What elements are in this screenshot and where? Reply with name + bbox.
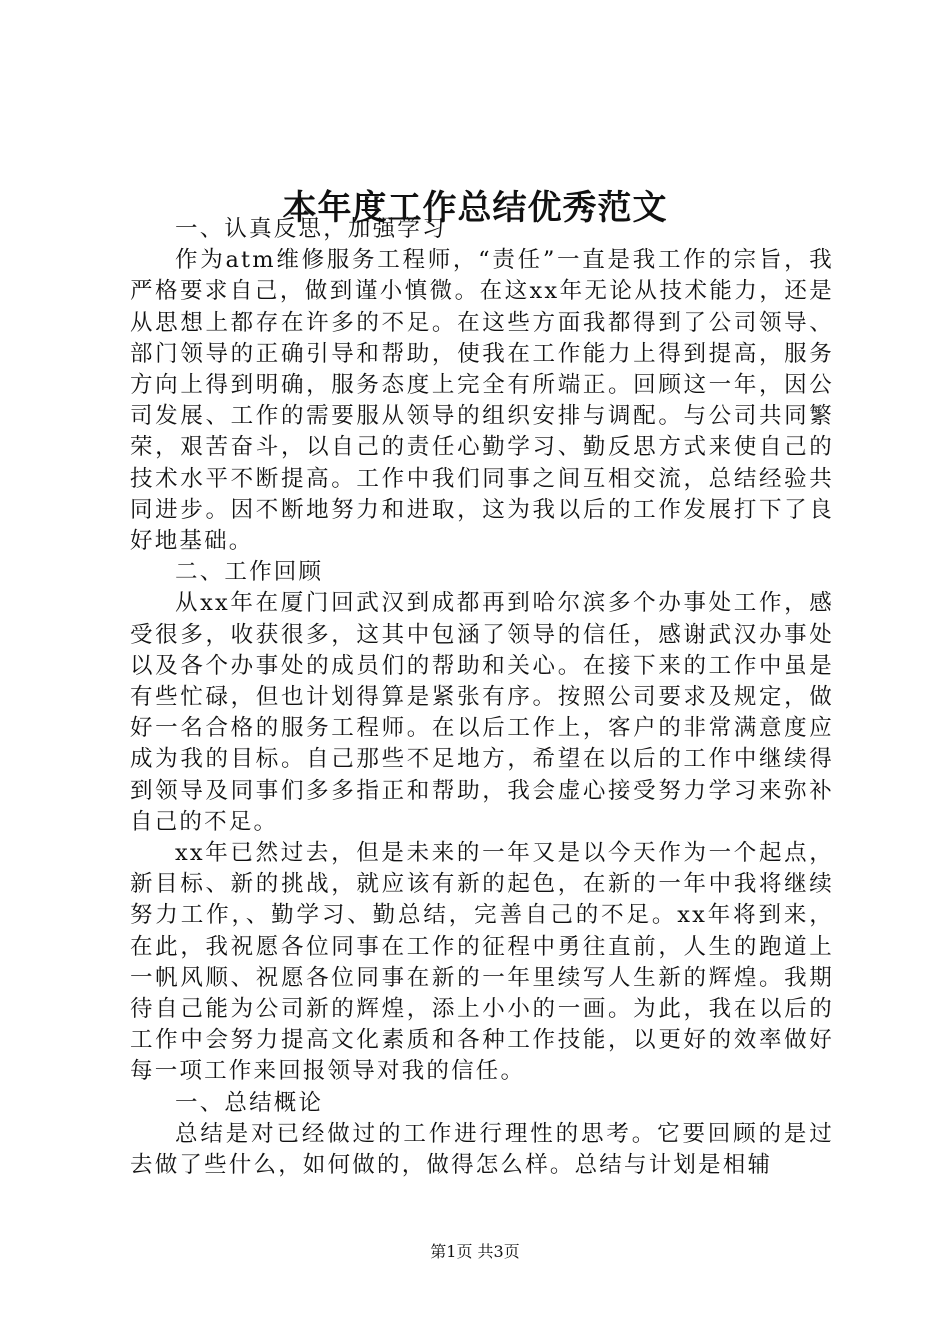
page-footer: 第1页 共3页 [430,1242,520,1261]
paragraph-4: 总结是对已经做过的工作进行理性的思考。它要回顾的是过去做了些什么，如何做的，做得怎么样。总结与计划是相辅 [130,1120,834,1179]
document-body [130,214,834,1181]
paragraph-3: xx年已然过去，但是未来的一年又是以今天作为一个起点，新目标、新的挑战，就应该有新的起色，在新的一年中我将继续努力工作，、勤学习、勤总结，完善自己的不足。xx年将到来，在此，我祝愿各位同事在工作的征程中勇往直前，人生的跑道上一帆风顺、祝愿各位同事在新的一年里续写人生新的辉煌。我期待自己能为公司新的辉煌，添上小小的一画。为此，我在以后的工作中会努力提高文化素质和各种工作技能，以更好的效率做好每一项工作来回报领导对我的信任。 [130,840,834,1085]
paragraph-2: 从xx年在厦门回武汉到成都再到哈尔滨多个办事处工作，感受很多，收获很多，这其中包涵了领导的信任，感谢武汉办事处以及各个办事处的成员们的帮助和关心。在接下来的工作中虽是有些忙碌，但也计划得算是紧张有序。按照公司要求及规定，做好一名合格的服务工程师。在以后工作上，客户的非常满意度应成为我的目标。自己那些不足地方，希望在以后的工作中继续得到领导及同事们多多指正和帮助，我会虚心接受努力学习来弥补自己的不足。 [130,590,834,835]
paragraph-1: 作为atm维修服务工程师，“责任”一直是我工作的宗旨，我严格要求自己，做到谨小慎微。在这xx年无论从技术能力，还是从思想上都存在许多的不足。在这些方面我都得到了公司领导、部门领导的正确引导和帮助，使我在工作能力上得到提高，服务方向上得到明确，服务态度上完全有所端正。回顾这一年，因公司发展、工作的需要服从领导的组织安排与调配。与公司共同繁荣，艰苦奋斗，以自己的责任心勤学习、勤反思方式来使自己的技术水平不断提高。工作中我们同事之间互相交流，总结经验共同进步。因不断地努力和进取，这为我以后的工作发展打下了良好地基础。 [130,247,834,555]
section-heading-3: 一、总结概论 [175,1089,324,1116]
document-title: 本年度工作总结优秀范文 [282,188,668,228]
section-heading-1: 一、认真反思，加强学习 [175,216,447,242]
section-heading-2: 二、工作回顾 [175,559,324,586]
